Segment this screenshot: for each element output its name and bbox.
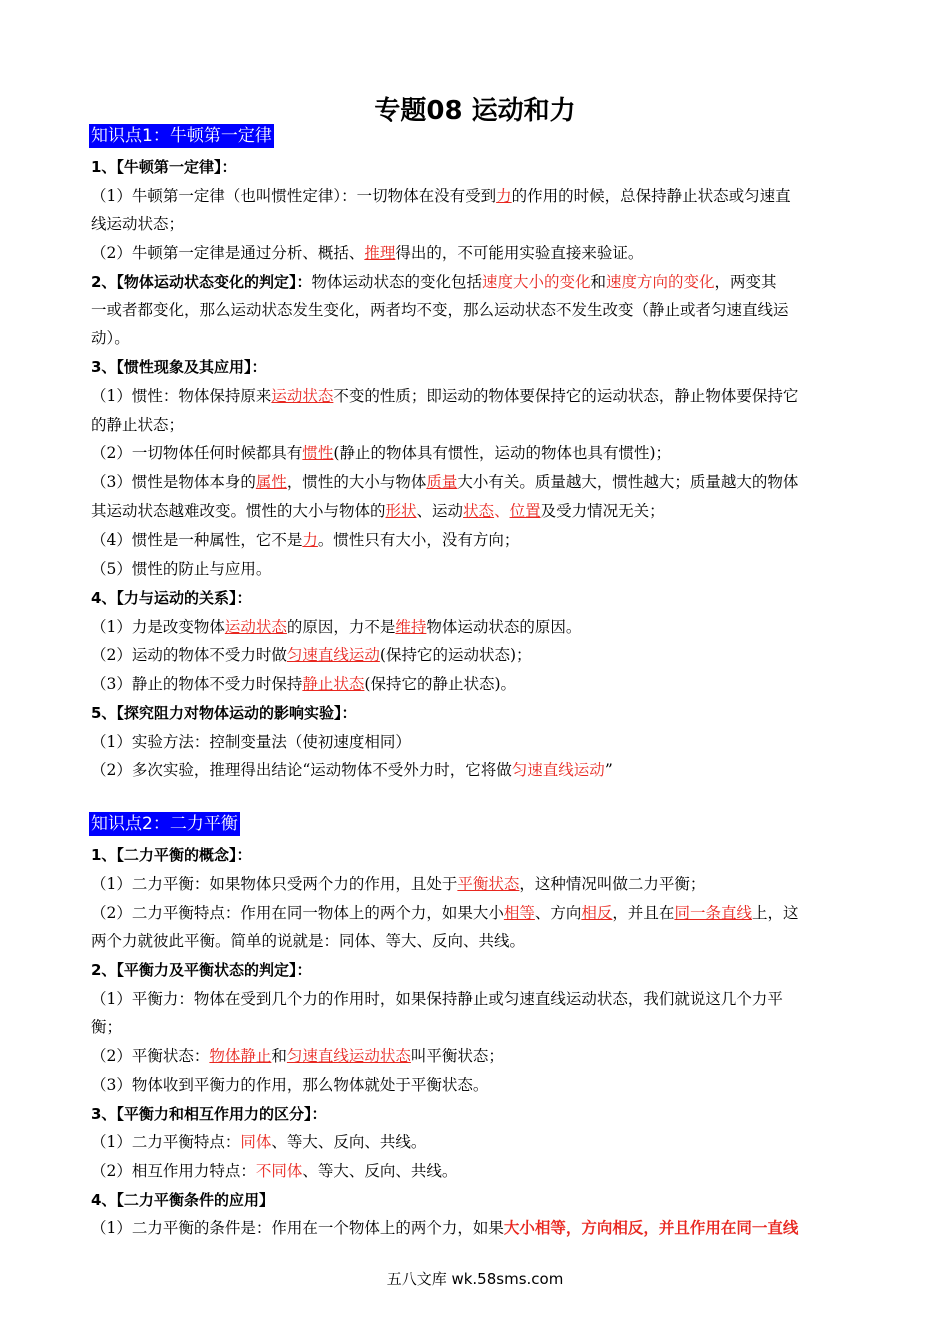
text-line: 两个力就彼此平衡。简单的说就是：同体、等大、反向、共线。 <box>91 932 526 950</box>
item-heading: 5、【探究阻力对物体运动的影响实验】： <box>91 704 357 722</box>
key-term: 平衡状态 <box>457 875 520 893</box>
text-line: （1）二力平衡的条件是：作用在一个物体上的两个力，如果大小相等，方向相反，并且作用在同一直线 <box>91 1218 799 1237</box>
text-line: （2）运动的物体不受力时做匀速直线运动(保持它的运动状态)； <box>91 646 532 664</box>
item-heading: 2、【平衡力及平衡状态的判定】： <box>91 961 312 979</box>
key-term: 质量 <box>426 473 458 491</box>
key-term: 速度大小的变化 <box>481 273 591 291</box>
item-heading: 3、【平衡力和相互作用力的区分】： <box>91 1105 327 1123</box>
text-line: （5）惯性的防止与应用。 <box>91 560 272 578</box>
key-term: 速度方向的变化 <box>606 273 715 291</box>
text-line: （2）多次实验，推理得出结论“运动物体不受外力时，它将做匀速直线运动” <box>91 761 613 779</box>
key-term: 物体静止 <box>209 1047 272 1065</box>
section-heading-1: 知识点1：牛顿第一定律 <box>91 126 272 146</box>
item-heading: 1、【二力平衡的概念】： <box>91 846 252 864</box>
key-term: 相反 <box>581 904 613 922</box>
text-line: （1）二力平衡特点：同体、等大、反向、共线。 <box>91 1133 427 1151</box>
key-term: 不同体 <box>255 1162 303 1180</box>
item-heading: 1、【牛顿第一定律】： <box>91 158 237 176</box>
page-footer: 五八文库 wk.58sms.com <box>386 1270 564 1288</box>
key-term: 匀速直线运动 <box>286 646 380 664</box>
key-term: 状态 <box>463 502 495 520</box>
text-line: （2）牛顿第一定律是通过分析、概括、推理得出的，不可能用实验直接来验证。 <box>91 244 644 262</box>
text-line: 其运动状态越难改变。惯性的大小与物体的形状、运动状态、位置及受力情况无关； <box>91 502 665 520</box>
key-term: 同体 <box>240 1133 272 1151</box>
text-line: （2）二力平衡特点：作用在同一物体上的两个力，如果大小相等、方向相反，并且在同一条直线上，这 <box>91 904 799 922</box>
text-line: （2）相互作用力特点：不同体、等大、反向、共线。 <box>91 1162 458 1180</box>
text-line: （1）惯性：物体保持原来运动状态不变的性质；即运动的物体要保持它的运动状态，静止物体要保持它 <box>91 387 799 405</box>
key-term: 位置 <box>509 502 541 520</box>
text-line: （1）力是改变物体运动状态的原因，力不是维持物体运动状态的原因。 <box>91 618 582 636</box>
text-line: （1）牛顿第一定律（也叫惯性定律）：一切物体在没有受到力的作用的时候，总保持静止状态或匀速直 <box>91 187 791 205</box>
key-term: 形状 <box>385 502 417 520</box>
section-heading-2: 知识点2：二力平衡 <box>91 814 238 834</box>
text-line: （2）一切物体任何时候都具有惯性(静止的物体具有惯性，运动的物体也具有惯性)； <box>91 444 671 462</box>
page-title: 专题08 运动和力 <box>374 96 576 126</box>
text-line: 2、【物体运动状态变化的判定】：物体运动状态的变化包括速度大小的变化和速度方向的变化，两变其 <box>91 273 777 291</box>
key-term: 运动状态 <box>271 387 334 405</box>
key-term: 力 <box>496 187 512 205</box>
key-term: 匀速直线运动状态 <box>286 1047 411 1065</box>
item-heading: 4、【力与运动的关系】： <box>91 589 252 607</box>
text-line: （3）惯性是物体本身的属性，惯性的大小与物体质量大小有关。质量越大，惯性越大；质量越大的物体 <box>91 473 799 491</box>
text-line: （3）物体收到平衡力的作用，那么物体就处于平衡状态。 <box>91 1076 489 1094</box>
text-line: 动）。 <box>91 329 130 347</box>
key-term: 维持 <box>395 618 427 636</box>
key-term: 大小相等，方向相反，并且作用在同一直线 <box>503 1218 799 1237</box>
text-line: （1）二力平衡：如果物体只受两个力的作用，且处于平衡状态，这种情况叫做二力平衡； <box>91 875 706 893</box>
key-term: 同一条直线 <box>674 904 752 922</box>
key-term: 匀速直线运动 <box>511 761 605 779</box>
text-line: 线运动状态； <box>91 215 185 233</box>
key-term: 力 <box>302 531 318 549</box>
item-heading: 3、【惯性现象及其应用】： <box>91 358 267 376</box>
key-term: 惯性 <box>302 444 334 462</box>
text-line: （2）平衡状态：物体静止和匀速直线运动状态叫平衡状态； <box>91 1047 504 1065</box>
text-line: （1）平衡力：物体在受到几个力的作用时，如果保持静止或匀速直线运动状态，我们就说这几个力平 <box>91 990 783 1008</box>
text-line: 衡； <box>91 1018 123 1036</box>
item-heading: 4、【二力平衡条件的应用】 <box>91 1191 274 1209</box>
key-term: 属性 <box>255 473 287 491</box>
key-term: 运动状态 <box>224 618 287 636</box>
text-line: （3）静止的物体不受力时保持静止状态(保持它的静止状态)。 <box>91 675 516 693</box>
key-term: 静止状态 <box>302 675 365 693</box>
text-line: （1）实验方法：控制变量法（使初速度相同） <box>91 733 411 751</box>
text-line: 的静止状态； <box>91 416 185 434</box>
key-term: 相等 <box>503 904 535 922</box>
key-term: 推理 <box>364 244 396 262</box>
text-line: （4）惯性是一种属性，它不是力。惯性只有大小，没有方向； <box>91 531 520 549</box>
text-line: 一或者都变化，那么运动状态发生变化，两者均不变，那么运动状态不发生改变（静止或者匀速直线运 <box>91 301 789 319</box>
